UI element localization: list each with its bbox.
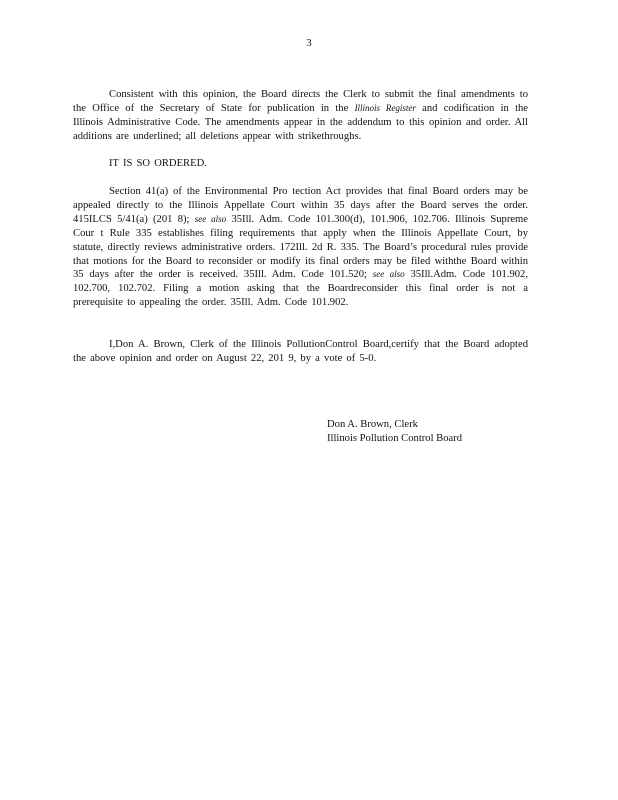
page-number: 3 <box>306 38 312 49</box>
paragraph-clerk-directive <box>73 88 528 144</box>
paragraph-appeal-rights <box>73 185 528 310</box>
paragraph-so-ordered: IT IS SO ORDERED. <box>109 158 207 169</box>
paragraph-text: I,Don A. Brown, Clerk of the Illinois PollutionControl Board,certify that the Board adopted the above opinion and order on August 22, 201 9, by a vote of 5-0. <box>73 339 528 364</box>
italic-illinois-register: Illinois Register <box>354 102 416 113</box>
italic-see-also: see also <box>372 269 405 280</box>
paragraph-text: and codification in the Illinois Administrative Code. The amendments appear in the addendum to this opinion and order. All additions are underlined; all deletions appear with strikethroughs. <box>73 102 529 142</box>
paragraph-text: 35Ill.Adm. Code 101.902, 102.700, 102.702. Filing a motion asking that the Boardreconsider this final order is not a prerequisite to appealing the order. 35Ill. Adm. Code 101.902. <box>73 269 528 309</box>
signature-name-title: Don A. Brown, Clerk <box>327 419 418 430</box>
paragraph-clerk-certification <box>73 338 528 366</box>
italic-see-also: see also <box>194 213 227 224</box>
paragraph-text: Consistent with this opinion, the Board directs the Clerk to submit the final amendments to the Office of the Secretary of State for publication in the <box>73 89 528 114</box>
signature-organization: Illinois Pollution Control Board <box>327 432 463 444</box>
paragraph-text: Section 41(a) of the Environmental Pro tection Act provides that final Board orders may be appealed directly to the Illinois Appellate Court within 35 days after the Board serves the order. 415ILCS 5/41(a) (201 8); <box>73 186 528 225</box>
paragraph-text: 35Ill. Adm. Code 101.300(d), 101.906, 102.706. Illinois Supreme Cour t Rule 335 establishes filing requirements that apply when the Illinois Appellate Court, by statute, directly reviews administrative orders. 172Ill. 2d R. 335. The Board’s procedural rules provide that motions for the Board to reconsider or modify its final orders may be filed withthe Board within 35 days after the order is received. 35Ill. Adm. Code 101.520; <box>73 213 528 281</box>
signature-block <box>327 418 567 446</box>
